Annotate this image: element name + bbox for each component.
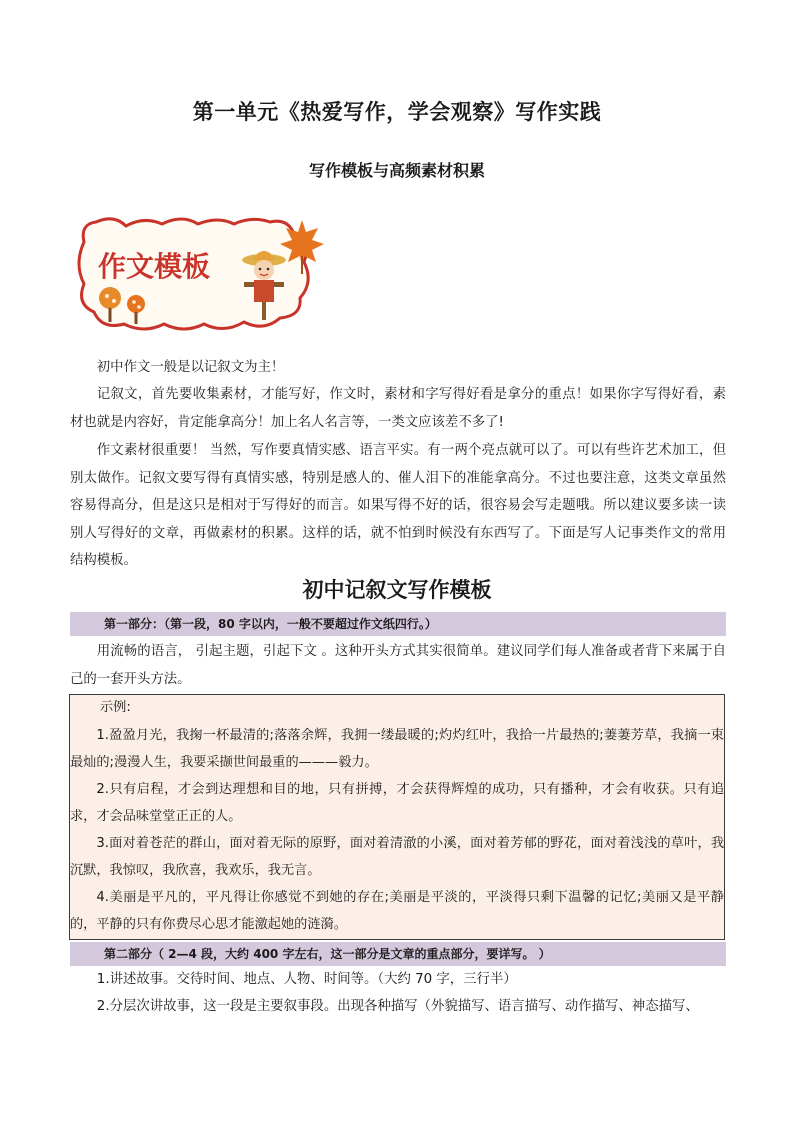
banner-label: 作文模板 [98,250,211,283]
example-item: 3.面对着苍茫的群山，面对着无际的原野，面对着清澈的小溪，面对着芳郁的野花，面对着浅浅的草叶，我沉默，我惊叹，我欣喜，我欢乐，我无言。 [70,836,724,878]
template-heading: 初中记叙文写作模板 [302,577,492,602]
part2-header-bar: 第二部分（ 2—4 段，大约 400 字左右，这一部分是文章的重点部分，要详写。 ） [70,942,726,966]
page-title: 第一单元《热爱写作，学会观察》写作实践 [192,99,602,124]
composition-template-banner [74,212,328,336]
page-subtitle: 写作模板与高频素材积累 [308,161,485,180]
example-item: 2.只有启程，才会到达理想和目的地，只有拼搏，才会获得辉煌的成功，只有播种，才会有收获。只有追求，才会品味堂堂正正的人。 [70,782,724,824]
intro-paragraph-2: 记叙文，首先要收集素材，才能写好，作文时，素材和字写得好看是拿分的重点！如果你字写得好看，素材也就是内容好，肯定能拿高分！加上名人名言等，一类文应该差不多了! [70,387,726,430]
intro-paragraph-1: 初中作文一般是以记叙文为主！ [96,360,285,375]
example-label: 示例: [100,700,131,715]
part2-item: 1.讲述故事。交待时间、地点、人物、时间等。（大约 70 字，三行半） [96,972,517,987]
intro-paragraph-3: 作文素材很重要！ 当然，写作要真情实感、语言平实。有一两个亮点就可以了。可以有些许艺术加工，但别太做作。记叙文要写得有真情实感，特别是感人的、催人泪下的准能拿高分。不过也要注意，这类文章虽然容易得高分，但是这只是相对于写得好的而言。如果写得不好的话，很容易会写走题哦。所以建议要多读一读别人写得好的文章，再做素材的积累。这样的话，就不怕到时候没有东西写了。下面是写人记事类作文的常用结构模板。 [70,443,726,568]
part1-header-bar: 第一部分：（第一段，80 字以内，一般不要超过作文纸四行。） [70,612,726,636]
part2-item: 2.分层次讲故事，这一段是主要叙事段。出现各种描写（外貌描写、语言描写、动作描写、神态描写、 [96,999,699,1014]
part1-text: 用流畅的语言， 引起主题，引起下文 。这种开头方式其实很简单。建议同学们每人准备或者背下来属于自己的一套开头方法。 [70,644,726,687]
example-item: 4.美丽是平凡的，平凡得让你感觉不到她的存在;美丽是平淡的，平淡得只剩下温馨的记忆;美丽又是平静的，平静的只有你费尽心思才能激起她的涟漪。 [70,890,724,932]
example-item: 1.盈盈月光，我掬一杯最清的;落落余辉，我拥一缕最暖的;灼灼红叶，我拾一片最热的;萋萋芳草，我摘一束最灿的;漫漫人生，我要采撷世间最重的———毅力。 [70,728,724,770]
